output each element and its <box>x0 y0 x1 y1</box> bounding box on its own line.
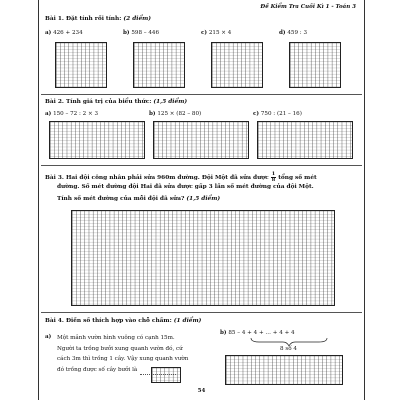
bai1-item-a: a) 426 + 234 <box>45 30 83 36</box>
bai2-item-b: b) 125 × (82 – 80) <box>149 111 202 117</box>
bai2-title-text: Bài 2. Tính giá trị của biểu thức: <box>45 99 152 105</box>
bai3-line2: đường. Số mét đường đội Hai đã sửa được gấp 3 lần số mét đường của đội Một. <box>57 184 314 190</box>
bai4-points: (1 điểm) <box>173 318 202 324</box>
bai4-title <box>45 318 201 324</box>
bai2-item-a: a) 150 – 72 : 2 × 3 <box>45 111 99 117</box>
bai2-grid-c[interactable] <box>257 121 353 159</box>
fraction-one-eighth: $\frac{1}{8}$ <box>271 171 276 183</box>
bai3-points: (1,5 điểm) <box>186 196 221 202</box>
bai4-a-grid[interactable] <box>151 367 181 383</box>
bai1-item-c: c) 215 × 4 <box>201 30 232 36</box>
bai2-points: (1,5 điểm) <box>153 99 188 105</box>
bai4-title-text: Bài 4. Điền số thích hợp vào chỗ chấm: <box>45 318 172 324</box>
bai1-title <box>45 16 151 22</box>
bai1-grid-d[interactable] <box>289 42 341 88</box>
page-number: 54 <box>197 388 206 394</box>
bai4-b-expression: 85 – 4 + 4 + … + 4 + 4 <box>228 330 295 336</box>
bai3-answer-grid[interactable] <box>71 210 335 306</box>
bai2-grid-b[interactable] <box>153 121 249 159</box>
bai2-grid-a[interactable] <box>49 121 145 159</box>
bai4-a-label: a) <box>45 334 52 340</box>
bai1-grid-a[interactable] <box>55 42 107 88</box>
bai1-title-text: Bài 1. Đặt tính rồi tính: <box>45 16 122 22</box>
bai4-a-text: Một mảnh vườn hình vuông có cạnh 15m. Người ta trồng bưởi xung quanh vườn đó, cứ cách 3m thì trồng 1 cây. Vậy xung quanh vườn đó trồng được số cây bưởi là <box>57 333 188 375</box>
bai1-grid-b[interactable] <box>133 42 185 88</box>
bai4-b: b) 85 – 4 + 4 + … + 4 + 4 <box>220 330 295 336</box>
bai4-b-brace-label: 8 số 4 <box>280 346 297 352</box>
page-header: Đề Kiểm Tra Cuối Kì 1 - Toán 3 <box>260 4 356 10</box>
bai4-b-grid[interactable] <box>225 355 343 385</box>
bai1-item-d: d) 459 : 3 <box>279 30 308 36</box>
divider <box>41 94 362 95</box>
bai1-points: (2 điểm) <box>123 16 152 22</box>
bai2-item-c: c) 750 : (21 – 16) <box>253 111 302 117</box>
worksheet-page <box>38 0 365 400</box>
divider <box>41 312 362 313</box>
bai3-line1: Bài 3. Hai đội công nhân phải sửa 960m đường. Đội Một đã sửa được $\frac{1}{8}$ tổng số mét <box>45 171 317 183</box>
bai1-item-b: b) 598 – 446 <box>123 30 160 36</box>
bai3-line3: Tính số mét đường của mỗi đội đã sửa? (1,5 điểm) <box>57 196 221 202</box>
bai2-title <box>45 99 187 105</box>
divider <box>41 165 362 166</box>
bai1-grid-c[interactable] <box>211 42 263 88</box>
